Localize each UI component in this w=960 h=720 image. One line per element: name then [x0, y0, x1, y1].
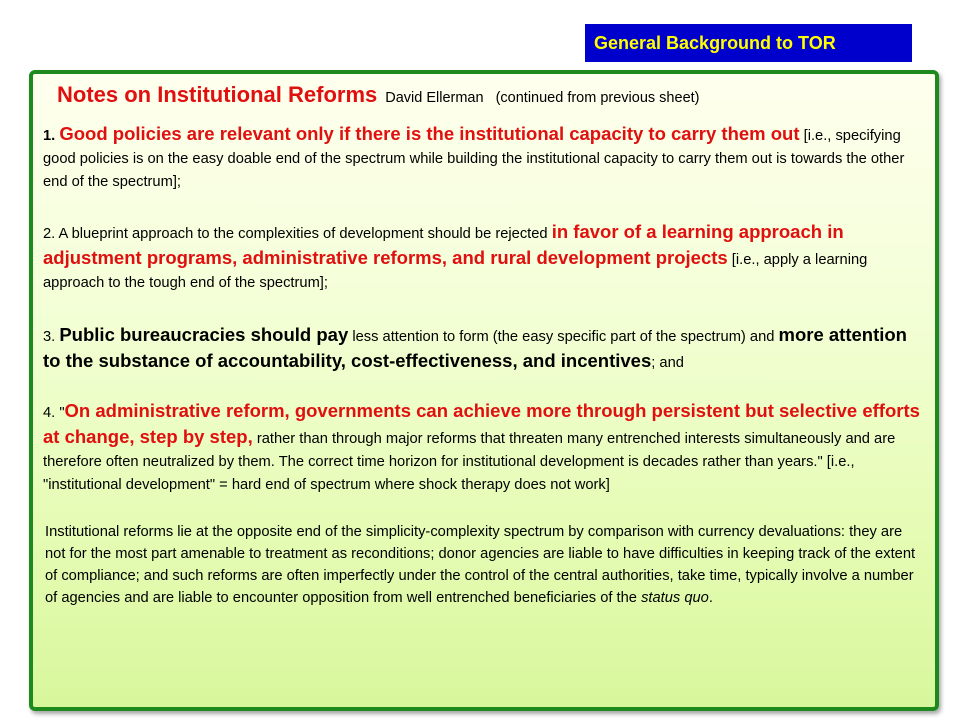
- note-item-3: [43, 323, 923, 375]
- continued-note: (continued from previous sheet): [495, 90, 700, 106]
- item-emphasis-2: more attention to the substance of accountability, cost-effectiveness, and incentives: [43, 324, 907, 371]
- closing-paragraph: [43, 521, 923, 609]
- note-item-4: [43, 399, 923, 497]
- closing-italic: status quo: [641, 590, 709, 606]
- item-emphasis: On administrative reform, governments can achieve more through persistent but selective efforts at change, step by step,: [43, 400, 920, 447]
- item-text: [i.e., specifying good policies is on the easy doable end of the spectrum while building the institutional capacity to carry them out is towards the other end of the spectrum];: [43, 128, 905, 190]
- item-lead: 2. A blueprint approach to the complexities of development should be rejected: [43, 226, 548, 242]
- note-item-1: [43, 122, 923, 194]
- tor-banner: [585, 24, 912, 62]
- item-number: 3.: [43, 329, 56, 345]
- author: David Ellerman: [385, 90, 484, 106]
- item-text: ; and: [651, 355, 684, 371]
- item-text-middle: less attention to form (the easy specific part of the spectrum) and: [352, 329, 775, 345]
- item-text: [i.e., apply a learning approach to the tough end of the spectrum];: [43, 252, 868, 291]
- closing-end: .: [708, 590, 713, 606]
- note-item-2: [43, 220, 923, 295]
- closing-text: Institutional reforms lie at the opposite end of the simplicity-complexity spectrum by comparison with currency devaluations: they are not for the most part amenable to treatment as reconditions; donor agencies are liable to have difficulties in keeping track of the extent of compliance; and such reforms are often imperfectly under the control of the central authorities, take time, typically involve a number of agencies and are liable to encounter opposition from well entrenched beneficiaries of the: [45, 524, 916, 606]
- item-emphasis-1: Public bureaucracies should pay: [59, 324, 349, 345]
- item-emphasis: Good policies are relevant only if there is the institutional capacity to carry them out: [59, 123, 800, 144]
- notes-content: [43, 82, 923, 609]
- tor-banner-text: General Background to TOR: [594, 33, 836, 53]
- item-emphasis: in favor of a learning approach in adjustment programs, administrative reforms, and rural development projects: [43, 221, 844, 268]
- item-number: 1.: [43, 128, 56, 144]
- page-title: Notes on Institutional Reforms: [57, 82, 378, 107]
- item-lead: 4. ": [43, 405, 65, 421]
- notes-panel: [29, 70, 939, 711]
- header: [57, 82, 923, 108]
- item-text: rather than through major reforms that threaten many entrenched interests simultaneously and are therefore often neutralized by them. The correct time horizon for institutional development is decades rather than years." [i.e., "institutional development" = hard end of spectrum where shock therapy does not work]: [43, 431, 896, 493]
